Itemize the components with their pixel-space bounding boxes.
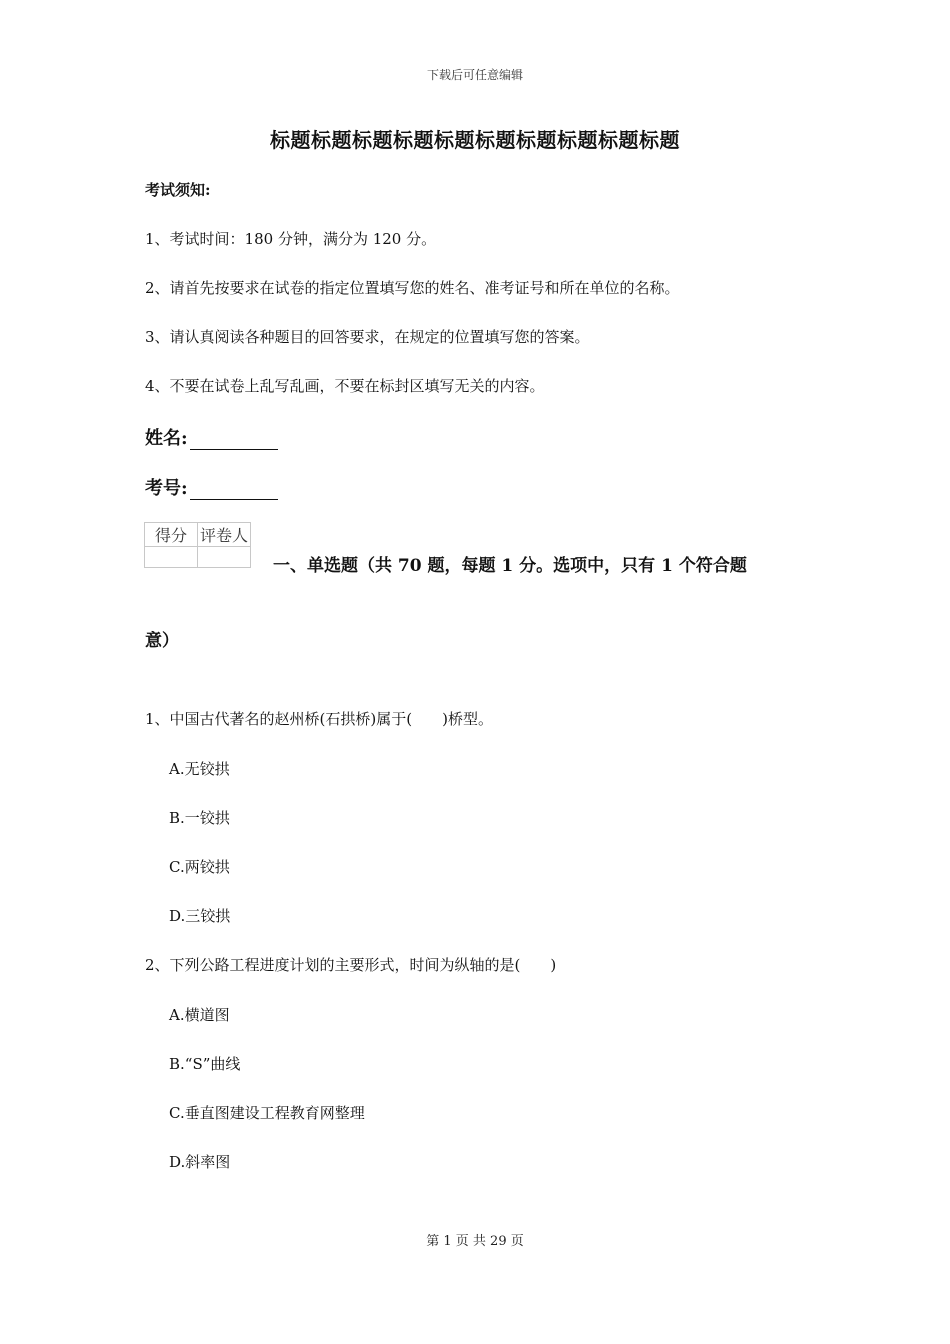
option-item: A.横道图 (169, 1006, 230, 1024)
name-field[interactable] (145, 424, 278, 450)
document-title: 标题标题标题标题标题标题标题标题标题标题 (270, 128, 680, 152)
question-text: 2、下列公路工程进度计划的主要形式，时间为纵轴的是( ) (145, 956, 557, 974)
page-header: 下载后可任意编辑 (426, 68, 523, 82)
option-item: B.一铰拱 (169, 809, 230, 827)
option-item: B.“S”曲线 (169, 1055, 241, 1073)
option-item: A.无铰拱 (169, 760, 230, 778)
option-item: C.垂直图建设工程教育网整理 (169, 1104, 365, 1122)
exam-number-label: 考号: (145, 478, 188, 499)
notice-item: 2、请首先按要求在试卷的指定位置填写您的姓名、准考证号和所在单位的名称。 (145, 279, 680, 297)
score-header: 得分 (145, 523, 198, 547)
page-footer: 第 1 页 共 29 页 (426, 1234, 524, 1249)
score-table (144, 522, 251, 568)
section-heading-continued: 意） (145, 631, 179, 651)
score-cell[interactable] (145, 547, 198, 568)
section-heading: 一、单选题（共 70 题，每题 1 分。选项中，只有 1 个符合题 (273, 556, 747, 576)
exam-number-field[interactable] (145, 474, 278, 500)
option-item: D.三铰拱 (169, 907, 231, 925)
option-item: D.斜率图 (169, 1153, 231, 1171)
grader-cell[interactable] (198, 547, 251, 568)
grader-header: 评卷人 (198, 523, 251, 547)
name-label: 姓名: (145, 428, 188, 449)
option-item: C.两铰拱 (169, 858, 230, 876)
name-blank-line[interactable] (190, 431, 278, 450)
notice-item: 1、考试时间：180 分钟，满分为 120 分。 (145, 230, 437, 248)
exam-number-blank-line[interactable] (190, 481, 278, 500)
question-text: 1、中国古代著名的赵州桥(石拱桥)属于( )桥型。 (145, 710, 493, 728)
notice-item: 4、不要在试卷上乱写乱画，不要在标封区填写无关的内容。 (145, 377, 545, 395)
notice-item: 3、请认真阅读各种题目的回答要求，在规定的位置填写您的答案。 (145, 328, 590, 346)
exam-notice-heading: 考试须知: (145, 181, 211, 199)
